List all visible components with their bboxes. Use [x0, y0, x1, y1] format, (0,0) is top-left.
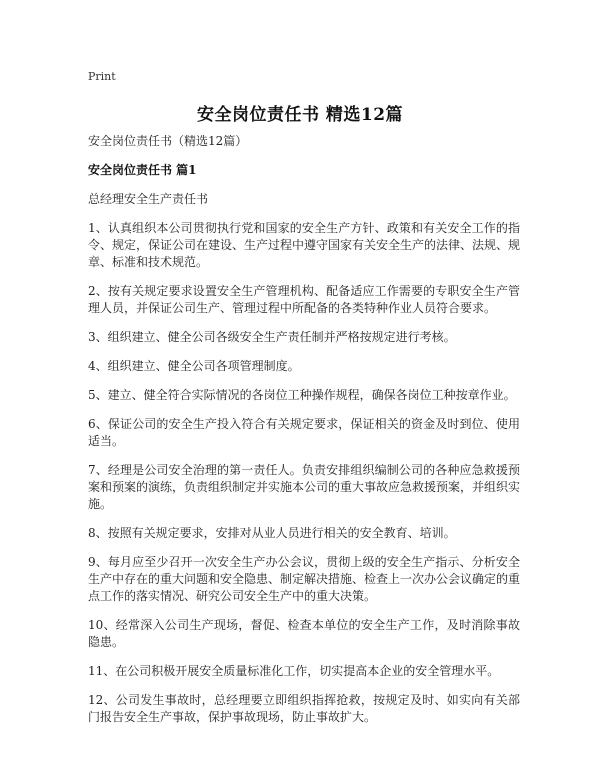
- section-intro: 总经理安全生产责任书: [88, 192, 209, 206]
- paragraph-10: 10、经常深入公司生产现场，督促、检查本单位的安全生产工作，及时消除事故隐患。: [88, 618, 520, 649]
- paragraph-5: 5、建立、健全符合实际情况的各岗位工种操作规程，确保各岗位工种按章作业。: [88, 388, 516, 402]
- print-label: Print: [88, 70, 116, 83]
- paragraph-11: 11、在公司积极开展安全质量标准化工作，切实提高本企业的安全管理水平。: [88, 664, 500, 678]
- paragraph-8: 8、按照有关规定要求，安排对从业人员进行相关的安全教育、培训。: [88, 526, 456, 540]
- document-title: 安全岗位责任书 精选12篇: [196, 105, 404, 125]
- paragraph-3: 3、组织建立、健全公司各级安全生产责任制并严格按规定进行考核。: [88, 330, 456, 344]
- paragraph-1: 1、认真组织本公司贯彻执行党和国家的安全生产方针、政策和有关安全工作的指令、规定，保证公司在建设、生产过程中遵守国家有关安全生产的法律、法规、规章、标准和技术规范。: [88, 221, 521, 269]
- paragraph-9: 9、每月应至少召开一次安全生产办公会议，贯彻上级的安全生产指示、分析安全生产中存在的重大问题和安全隐患、制定解决措施、检查上一次办公会议确定的重点工作的落实情况、研究公司安全生产中的重大决策。: [88, 555, 521, 603]
- paragraph-6: 6、保证公司的安全生产投入符合有关规定要求，保证相关的资金及时到位、使用适当。: [88, 417, 520, 448]
- paragraph-2: 2、按有关规定要求设置安全生产管理机构、配备适应工作需要的专职安全生产管理人员，并保证公司生产、管理过程中所配备的各类特种作业人员符合要求。: [88, 284, 520, 315]
- document-body: [88, 133, 520, 738]
- document-subtitle: 安全岗位责任书（精选12篇）: [88, 134, 248, 148]
- paragraph-7: 7、经理是公司安全治理的第一责任人。负责安排组织编制公司的各种应急救援预案和预案的演练，负责组织制定并实施本公司的重大事故应急救援预案，并组织实施。: [88, 463, 521, 511]
- paragraph-12: 12、公司发生事故时，总经理要立即组织指挥抢救，按规定及时、如实向有关部门报告安全生产事故，保护事故现场，防止事故扩大。: [88, 693, 520, 724]
- section-heading: 安全岗位责任书 篇1: [88, 163, 197, 177]
- paragraph-4: 4、组织建立、健全公司各项管理制度。: [88, 359, 300, 373]
